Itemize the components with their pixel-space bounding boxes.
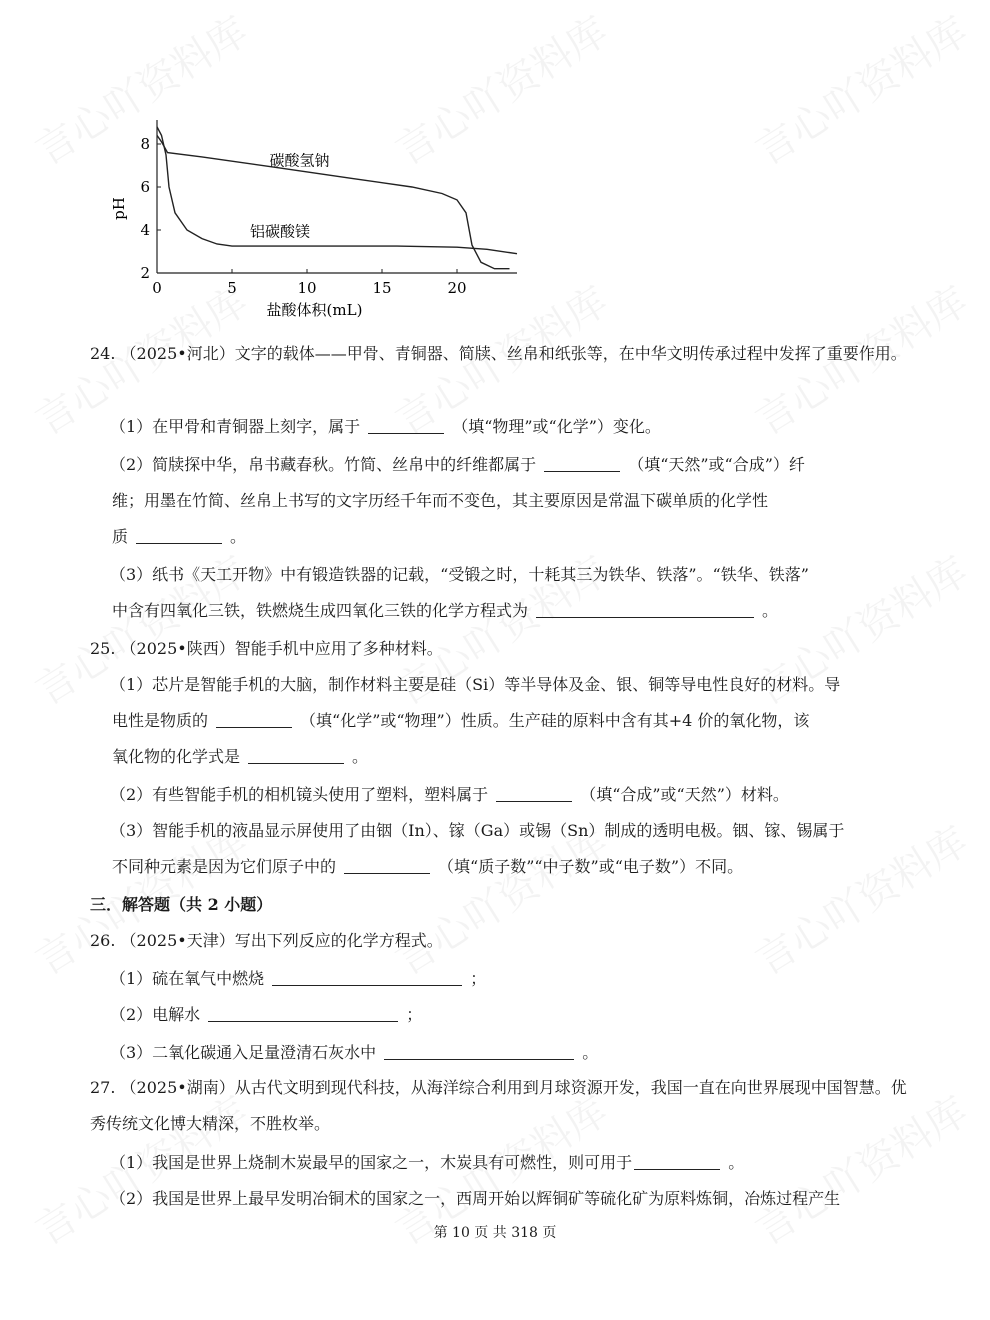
q24-p2-text: （2）简牍探中华，帛书藏春秋。竹简、丝帛中的纤维都属于 [110,455,537,474]
x-tick-label: 10 [297,279,317,297]
q27-part1 [110,1150,744,1173]
q25-p1-blank2[interactable] [248,747,344,764]
x-axis-label: 盐酸体积(mL) [266,301,363,319]
q25-part3: （3）智能手机的液晶显示屏使用了由铟（In）、镓（Ga）或锡（Sn）制成的透明电极。铟、镓、锡属于 [110,821,845,840]
q27-p1-text: （1）我国是世界上烧制木炭最早的国家之一，木炭具有可燃性，则可用于 [110,1153,633,1172]
q27-p1-punct: 。 [728,1153,745,1172]
q26-p1-blank[interactable] [272,969,462,986]
q26-p3-blank[interactable] [384,1043,574,1060]
q25-p1-blank[interactable] [216,711,292,728]
q25-p1-text: 电性是物质的 [112,711,209,730]
y-axis-label: pH [110,197,128,220]
q24-part3: （3）纸书《天工开物》中有锻造铁器的记载，“受锻之时，十耗其三为铁华、铁落”。“铁华、铁落” [110,565,809,584]
q25-p3-hint: （填“质子数”“中子数”或“电子数”）不同。 [438,857,744,876]
q24-part3-cont [112,598,778,621]
q24-part2-end [112,524,246,547]
q25-p3-blank[interactable] [344,857,430,874]
y-tick-label: 2 [140,264,150,282]
q25-part1: （1）芯片是智能手机的大脑，制作材料主要是硅（Si）等半导体及金、银、铜等导电性良好的材料。导 [110,675,841,694]
x-tick-label: 20 [447,279,467,297]
question-27-stem: 27. （2025•湖南）从古代文明到现代科技，从海洋综合利用到月球资源开发，我国一直在向世界展现中国智慧。优秀传统文化博大精深，不胜枚举。 [90,1078,907,1133]
series-line-1 [157,135,510,268]
series-label-2: 铝碳酸镁 [250,222,311,241]
q24-p3-blank[interactable] [536,601,754,618]
question-25-stem: 25. （2025•陕西）智能手机中应用了多种材料。 [90,639,443,658]
q25-part2 [110,782,789,805]
q25-part3-cont [112,854,743,877]
q24-p2-end-text: 质 [112,527,129,546]
q25-part1-cont [112,708,809,731]
q24-p2-hint: （填“天然”或“合成”）纤 [628,455,805,474]
q24-part2 [110,452,805,475]
question-26-stem: 26. （2025•天津）写出下列反应的化学方程式。 [90,931,443,950]
q24-p2-end-punct: 。 [230,527,247,546]
q24-p3-text: 中含有四氧化三铁，铁燃烧生成四氧化三铁的化学方程式为 [112,601,529,620]
q26-part3 [110,1040,598,1063]
q24-p2-blank2[interactable] [136,527,222,544]
q25-p2-blank[interactable] [496,785,572,802]
q25-p3-text: 不同种元素是因为它们原子中的 [112,857,337,876]
q26-p2-text: （2）电解水 [110,1005,201,1024]
q25-p1-end-text: 氧化物的化学式是 [112,747,241,766]
q27-p1-blank[interactable] [634,1153,720,1170]
q25-p1-hint: （填“化学”或“物理”）性质。生产硅的原料中含有其+4 价的氧化物，该 [300,711,810,730]
q24-p1-blank[interactable] [368,417,444,434]
q24-p3-punct: 。 [762,601,779,620]
q25-p2-hint: （填“合成”或“天然”）材料。 [580,785,789,804]
q26-p1-punct: ； [470,969,487,988]
q27-part2: （2）我国是世界上最早发明冶铜术的国家之一，西周开始以辉铜矿等硫化矿为原料炼铜，冶炼过程产生 [110,1189,841,1208]
series-label-1: 碳酸氢钠 [269,151,330,170]
page-footer: 第 10 页 共 318 页 [433,1225,557,1241]
q25-p2-text: （2）有些智能手机的相机镜头使用了塑料，塑料属于 [110,785,489,804]
q26-p3-punct: 。 [582,1043,599,1062]
y-tick-label: 4 [140,221,150,239]
q26-p2-blank[interactable] [208,1005,398,1022]
question-24-stem: 24. （2025•河北）文字的载体——甲骨、青铜器、简牍、丝帛和纸张等，在中华文明传承过程中发挥了重要作用。 [90,344,907,363]
x-tick-label: 0 [152,279,162,297]
q26-part1 [110,966,486,989]
ph-chart [100,120,540,330]
q24-p2-blank[interactable] [544,455,620,472]
q24-part2-cont: 维；用墨在竹简、丝帛上书写的文字历经千年而不变色，其主要原因是常温下碳单质的化学性 [112,491,769,510]
q26-p3-text: （3）二氧化碳通入足量澄清石灰水中 [110,1043,377,1062]
q26-part2 [110,1002,422,1025]
watermark-text [743,1,977,177]
y-tick-label: 8 [140,135,150,153]
q25-p1-end-punct: 。 [352,747,369,766]
q24-p1-text: （1）在甲骨和青铜器上刻字，属于 [110,417,361,436]
series-line-2 [157,127,517,254]
section-3-heading: 三．解答题（共 2 小题） [90,895,273,914]
x-tick-label: 15 [372,279,392,297]
x-tick-label: 5 [227,279,237,297]
q24-part1 [110,414,661,437]
y-tick-label: 6 [140,178,150,196]
q26-p2-punct: ； [406,1005,423,1024]
q26-p1-text: （1）硫在氧气中燃烧 [110,969,265,988]
q25-part1-end [112,744,368,767]
q24-p1-hint: （填“物理”或“化学”）变化。 [452,417,661,436]
